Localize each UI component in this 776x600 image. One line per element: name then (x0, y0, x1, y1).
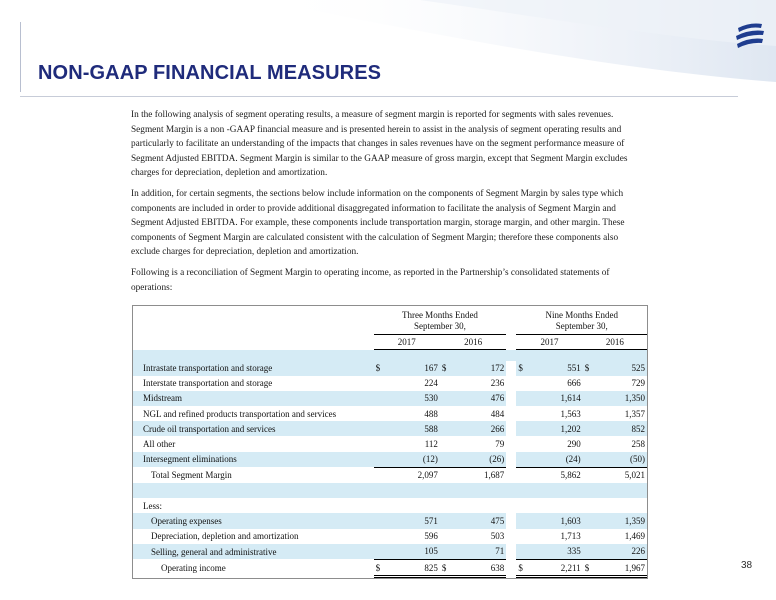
row-label: Operating expenses (133, 513, 374, 528)
cell-value: 266 (450, 421, 506, 436)
title-divider (20, 96, 738, 97)
cell-value: 476 (450, 391, 506, 406)
cell-value: 5,862 (560, 470, 581, 481)
cell-value: 71 (450, 544, 506, 560)
cell-value: (26) (450, 452, 506, 468)
cell-value: 503 (490, 531, 505, 542)
table-row (133, 406, 647, 421)
row-label: Crude oil transportation and services (133, 421, 374, 436)
cell-value: 484 (490, 408, 505, 419)
year-header: 2016 (440, 334, 506, 349)
paragraph-reconciliation-intro: Following is a reconciliation of Segment Margin to operating income, as reported in the Partnership’s consolidated statements of operations: (131, 267, 610, 293)
cell-value: 2,097 (417, 470, 438, 481)
cell-value: 236 (490, 378, 505, 389)
cell-value: 290 (567, 439, 581, 450)
page-title: NON-GAAP FINANCIAL MEASURES (38, 62, 382, 84)
paragraph-segment-margin: In the following analysis of segment operating results, a measure of segment margin is reported for segments with sales revenues. Segment Margin is a non -GAAP financial measure and is presented herein to assist in the analysis of segment operating results and particularly to facilitate an understanding of the impacts that changes in sales revenues have on the segment performance measure of Segment Adjusted EBITDA. Segment Margin is similar to the GAAP measure of gross margin, except that Segment Margin excludes charges for depreciation, depletion and amortization. (131, 110, 628, 179)
cell-value: 5,021 (624, 470, 645, 481)
cell-value: 488 (424, 408, 438, 419)
header-three-months-line2: September 30, (413, 321, 466, 332)
header-nine-months (516, 306, 647, 334)
row-label: Intersegment eliminations (133, 452, 374, 468)
cell-value: 525 (593, 361, 647, 376)
table-row (133, 513, 647, 528)
table-row (133, 361, 647, 376)
year-header: 2016 (583, 334, 647, 349)
cell-value: (50) (593, 452, 647, 468)
table-row-less (133, 498, 647, 513)
currency-symbol: $ (374, 361, 384, 376)
currency-symbol: $ (374, 559, 384, 576)
row-label: Operating income (161, 563, 226, 574)
currency-symbol: $ (516, 361, 526, 376)
cell-value: (12) (384, 452, 440, 468)
cell-value: 1,202 (527, 421, 583, 436)
cell-value: 825 (384, 559, 440, 576)
segment-margin-table (132, 305, 648, 579)
header-background-swoosh (0, 0, 776, 110)
cell-value: 571 (384, 513, 440, 528)
table-row-total (133, 467, 647, 483)
row-label: Midstream (133, 391, 374, 406)
table-row (133, 452, 647, 468)
table-row (133, 529, 647, 544)
currency-symbol: $ (440, 559, 450, 576)
cell-value: 172 (450, 361, 506, 376)
cell-value: 729 (631, 378, 645, 389)
paragraph-components: In addition, for certain segments, the sections below include information on the components of Segment Margin by sales type which components are included in order to provide additional disaggregated information to facilitate the analysis of Segment Margin and Segment Adjusted EBITDA. For example, these components include transportation margin, storage margin, and other margin. These components of Segment Margin are calculated consistent with the calculation of Segment Margin; therefore these components also exclude charges for depreciation, depletion and amortization. (131, 188, 625, 258)
less-label: Less: (143, 500, 162, 511)
table-row (133, 376, 647, 391)
cell-value: 1,687 (483, 470, 505, 481)
cell-value: 1,359 (593, 513, 647, 528)
currency-symbol: $ (516, 559, 526, 576)
cell-value: 1,713 (560, 531, 581, 542)
row-label: Interstate transportation and storage (143, 378, 273, 389)
cell-value: 112 (424, 439, 438, 450)
cell-value: 551 (527, 361, 583, 376)
cell-value: 258 (631, 439, 645, 450)
row-label: Depreciation, depletion and amortization (151, 531, 299, 542)
body-text (131, 108, 647, 301)
currency-symbol: $ (583, 361, 593, 376)
header-three-months-line1: Three Months Ended (401, 310, 478, 321)
header-nine-months-line1: Nine Months Ended (545, 310, 618, 321)
title-vertical-rule (20, 22, 21, 92)
cell-value: 335 (527, 544, 583, 560)
company-logo-icon (732, 14, 768, 54)
row-label: All other (143, 439, 176, 450)
page-number: 38 (741, 560, 753, 571)
cell-value: 1,350 (593, 391, 647, 406)
row-label: Total Segment Margin (151, 470, 232, 481)
cell-value: 1,357 (624, 408, 645, 419)
row-label: Intrastate transportation and storage (133, 361, 374, 376)
header-nine-months-line2: September 30, (555, 321, 608, 332)
row-label: Selling, general and administrative (133, 544, 374, 560)
cell-value: 1,469 (624, 531, 645, 542)
table-row (133, 391, 647, 406)
cell-value: 2,211 (527, 559, 583, 576)
cell-value: 79 (495, 439, 505, 450)
cell-value: 666 (567, 378, 581, 389)
table-row (133, 436, 647, 451)
cell-value: 167 (384, 361, 440, 376)
year-header: 2017 (374, 334, 440, 349)
cell-value: 1,614 (527, 391, 583, 406)
currency-symbol: $ (583, 559, 593, 576)
cell-value: 475 (450, 513, 506, 528)
row-label: NGL and refined products transportation and services (143, 408, 337, 419)
cell-value: (24) (527, 452, 583, 468)
cell-value: 852 (593, 421, 647, 436)
cell-value: 588 (384, 421, 440, 436)
year-header: 2017 (516, 334, 582, 349)
cell-value: 638 (450, 559, 506, 576)
cell-value: 226 (593, 544, 647, 560)
cell-value: 1,967 (593, 559, 647, 576)
table-row-operating-income (133, 559, 647, 576)
cell-value: 530 (384, 391, 440, 406)
cell-value: 224 (424, 378, 438, 389)
cell-value: 1,603 (527, 513, 583, 528)
currency-symbol: $ (440, 361, 450, 376)
cell-value: 105 (384, 544, 440, 560)
table-row (133, 421, 647, 436)
cell-value: 596 (424, 531, 438, 542)
header-three-months (374, 306, 507, 334)
table-row (133, 544, 647, 560)
cell-value: 1,563 (560, 408, 581, 419)
